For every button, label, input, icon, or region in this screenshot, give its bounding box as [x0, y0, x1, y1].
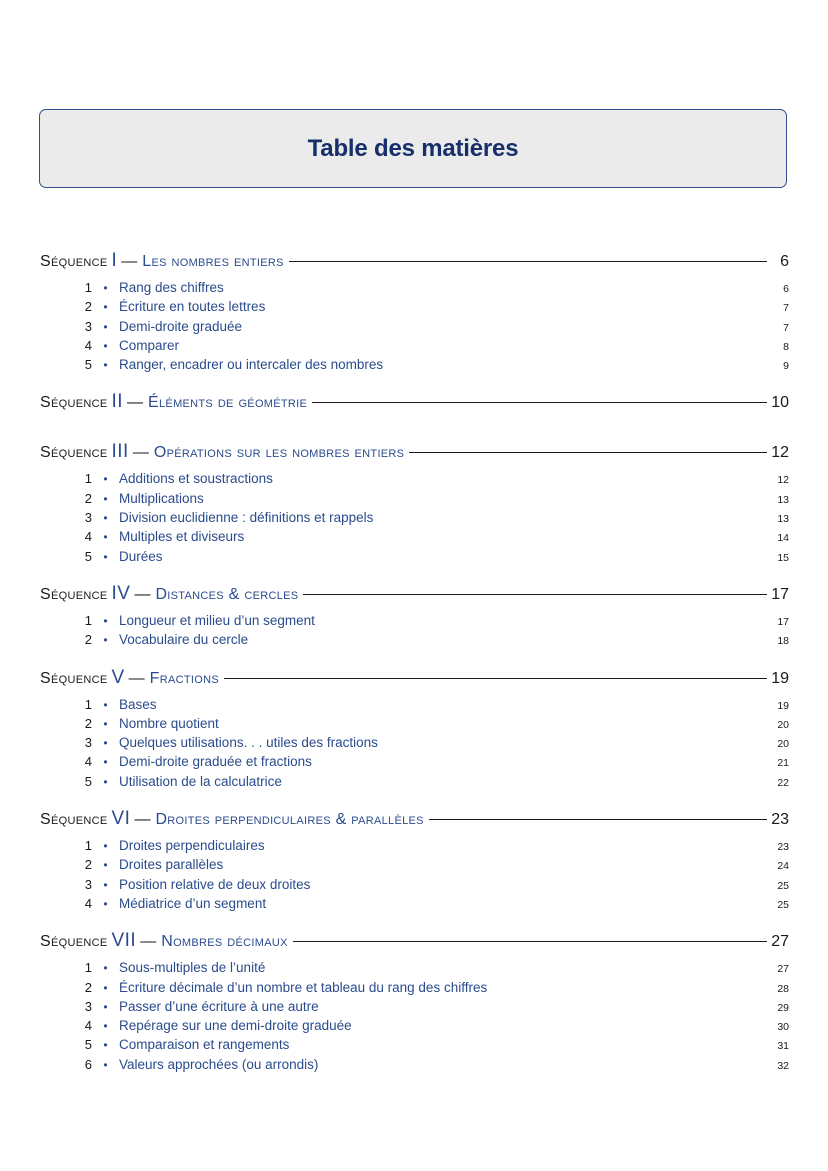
- toc-item[interactable]: [40, 716, 789, 735]
- toc-item[interactable]: [40, 632, 789, 651]
- sequence-heading[interactable]: [40, 250, 789, 274]
- item-index: 1: [84, 280, 92, 295]
- toc-item[interactable]: [40, 319, 789, 338]
- item-index: 2: [84, 979, 92, 995]
- sequence-page-number: 27: [771, 933, 789, 951]
- sequence-title: Les nombres entiers: [142, 253, 284, 270]
- bullet-icon: •: [103, 755, 108, 770]
- table-of-contents: [40, 250, 789, 1091]
- item-page-number: 9: [783, 360, 789, 373]
- sequence-heading[interactable]: [40, 930, 789, 954]
- item-label: Ranger, encadrer ou intercaler des nombres: [119, 357, 384, 373]
- item-page-number: 28: [777, 982, 789, 995]
- title-box: [39, 109, 787, 188]
- leader-line: [224, 678, 767, 679]
- item-index: 5: [84, 1037, 92, 1053]
- item-index: 1: [84, 960, 92, 976]
- item-label: Multiples et diviseurs: [119, 529, 245, 545]
- sequence-title: Fractions: [149, 669, 219, 687]
- item-index: 3: [84, 510, 92, 526]
- item-index: 5: [84, 773, 92, 789]
- item-index: 2: [84, 299, 92, 315]
- bullet-icon: •: [103, 358, 108, 373]
- sequence-title: Opérations sur les nombres entiers: [153, 444, 405, 462]
- item-page-number: 32: [777, 1059, 789, 1072]
- item-label: Vocabulaire du cercle: [119, 632, 249, 648]
- toc-item[interactable]: [40, 697, 789, 716]
- item-label: Droites parallèles: [119, 857, 224, 873]
- item-page-number: 20: [777, 738, 789, 751]
- item-list: [40, 697, 789, 793]
- sequence-word: Séquence: [40, 933, 108, 951]
- sequence-word: Séquence: [40, 669, 108, 687]
- toc-item[interactable]: [40, 510, 789, 529]
- item-page-number: 7: [783, 302, 789, 315]
- toc-item[interactable]: [40, 980, 789, 999]
- sequence-page-number: 23: [771, 811, 789, 829]
- page-title: Table des matières: [307, 134, 519, 162]
- item-page-number: 24: [777, 860, 789, 873]
- section-spacer: [40, 376, 789, 391]
- leader-line: [409, 452, 767, 453]
- item-label: Passer d’une écriture à une autre: [119, 998, 319, 1014]
- sequence-title: Droites perpendiculaires & parallèles: [155, 811, 424, 829]
- bullet-icon: •: [103, 1019, 108, 1034]
- section-spacer: [40, 793, 789, 808]
- sequence-page-number: 17: [771, 585, 789, 603]
- sequence-dash: —: [127, 394, 144, 412]
- item-label: Droites perpendiculaires: [119, 838, 265, 854]
- sequence-word: Séquence: [40, 811, 108, 829]
- toc-item[interactable]: [40, 613, 789, 632]
- sequence-number: VI: [111, 808, 131, 830]
- item-label: Additions et soustractions: [119, 471, 273, 487]
- item-index: 3: [84, 735, 92, 751]
- item-page-number: 22: [777, 776, 789, 789]
- item-page-number: 25: [777, 879, 789, 892]
- sequence-dash: —: [132, 444, 149, 462]
- item-list: [40, 613, 789, 652]
- toc-item[interactable]: [40, 471, 789, 490]
- item-index: 4: [84, 895, 92, 911]
- item-index: 1: [84, 471, 92, 487]
- toc-item[interactable]: [40, 774, 789, 793]
- bullet-icon: •: [103, 633, 108, 648]
- bullet-icon: •: [103, 736, 108, 751]
- sequence-page-number: 6: [780, 253, 789, 270]
- item-index: 3: [84, 318, 92, 334]
- sequence-dash: —: [140, 933, 157, 951]
- item-index: 2: [84, 857, 92, 873]
- bullet-icon: •: [103, 877, 108, 892]
- item-label: Longueur et milieu d’un segment: [119, 612, 315, 628]
- item-index: 4: [84, 1018, 92, 1034]
- item-index: 1: [84, 612, 92, 628]
- bullet-icon: •: [103, 549, 108, 564]
- bullet-icon: •: [103, 530, 108, 545]
- leader-line: [289, 261, 767, 262]
- item-label: Multiplications: [119, 490, 204, 506]
- toc-item[interactable]: [40, 735, 789, 754]
- item-label: Position relative de deux droites: [119, 876, 311, 892]
- bullet-icon: •: [103, 281, 108, 295]
- sequence-heading[interactable]: [40, 441, 789, 465]
- item-label: Valeurs approchées (ou arrondis): [119, 1056, 319, 1072]
- item-label: Nombre quotient: [119, 715, 219, 731]
- item-index: 2: [84, 632, 92, 648]
- item-label: Durées: [119, 548, 163, 564]
- bullet-icon: •: [103, 697, 108, 712]
- sequence-dash: —: [128, 669, 145, 687]
- item-page-number: 29: [777, 1001, 789, 1014]
- section-spacer: [40, 415, 789, 441]
- item-page-number: 20: [777, 718, 789, 731]
- item-index: 2: [84, 715, 92, 731]
- item-label: Repérage sur une demi-droite graduée: [119, 1018, 352, 1034]
- sequence-block-3: [40, 441, 789, 582]
- sequence-number: V: [111, 666, 125, 688]
- item-index: 2: [84, 490, 92, 506]
- sequence-number: I: [111, 250, 118, 271]
- toc-item[interactable]: [40, 529, 789, 548]
- item-label: Demi-droite graduée et fractions: [119, 754, 312, 770]
- item-list: [40, 838, 789, 915]
- bullet-icon: •: [103, 858, 108, 873]
- bullet-icon: •: [103, 511, 108, 526]
- toc-item[interactable]: [40, 299, 789, 318]
- item-page-number: 31: [777, 1040, 789, 1053]
- item-label: Médiatrice d’un segment: [119, 895, 267, 911]
- toc-item[interactable]: [40, 857, 789, 876]
- item-index: 1: [84, 838, 92, 854]
- item-label: Écriture décimale d’un nombre et tableau du rang des chiffres: [119, 979, 488, 995]
- bullet-icon: •: [103, 961, 108, 976]
- sequence-block-1: [40, 250, 789, 391]
- toc-item[interactable]: [40, 877, 789, 896]
- item-page-number: 6: [783, 283, 789, 295]
- item-label: Sous-multiples de l’unité: [119, 960, 266, 976]
- bullet-icon: •: [103, 999, 108, 1014]
- sequence-block-6: [40, 808, 789, 930]
- item-label: Rang des chiffres: [119, 280, 224, 295]
- item-index: 3: [84, 998, 92, 1014]
- item-page-number: 18: [777, 635, 789, 648]
- bullet-icon: •: [103, 1057, 108, 1072]
- sequence-heading[interactable]: [40, 667, 789, 691]
- sequence-page-number: 10: [771, 394, 789, 412]
- toc-item[interactable]: [40, 1057, 789, 1076]
- toc-item[interactable]: [40, 999, 789, 1018]
- item-page-number: 14: [777, 532, 789, 545]
- item-label: Écriture en toutes lettres: [119, 299, 266, 315]
- item-page-number: 17: [777, 615, 789, 628]
- item-index: 5: [84, 548, 92, 564]
- sequence-number: VII: [111, 930, 137, 952]
- item-index: 6: [84, 1056, 92, 1072]
- bullet-icon: •: [103, 613, 108, 628]
- item-label: Comparer: [119, 337, 180, 353]
- sequence-heading[interactable]: [40, 391, 789, 415]
- item-page-number: 30: [777, 1021, 789, 1034]
- sequence-block-2: [40, 391, 789, 441]
- bullet-icon: •: [103, 338, 108, 353]
- bullet-icon: •: [103, 839, 108, 854]
- item-page-number: 27: [777, 963, 789, 976]
- toc-item[interactable]: [40, 1018, 789, 1037]
- item-page-number: 8: [783, 340, 789, 353]
- item-page-number: 13: [777, 513, 789, 526]
- section-spacer: [40, 915, 789, 930]
- item-page-number: 21: [777, 757, 789, 770]
- item-label: Demi-droite graduée: [119, 318, 243, 334]
- item-index: 1: [84, 696, 92, 712]
- leader-line: [303, 594, 767, 595]
- toc-item[interactable]: [40, 280, 789, 299]
- item-index: 4: [84, 529, 92, 545]
- sequence-word: Séquence: [40, 444, 108, 462]
- sequence-page-number: 19: [771, 669, 789, 687]
- bullet-icon: •: [103, 300, 108, 315]
- sequence-block-7: [40, 930, 789, 1091]
- bullet-icon: •: [103, 774, 108, 789]
- toc-item[interactable]: [40, 338, 789, 357]
- toc-item[interactable]: [40, 754, 789, 773]
- sequence-title: Éléments de géométrie: [148, 394, 308, 412]
- item-index: 3: [84, 876, 92, 892]
- sequence-title: Nombres décimaux: [161, 933, 288, 951]
- sequence-number: III: [111, 441, 129, 463]
- toc-item[interactable]: [40, 960, 789, 979]
- item-index: 4: [84, 754, 92, 770]
- toc-item[interactable]: [40, 357, 789, 376]
- item-page-number: 12: [777, 474, 789, 487]
- sequence-word: Séquence: [40, 394, 108, 412]
- item-page-number: 15: [777, 551, 789, 564]
- item-label: Bases: [119, 696, 157, 712]
- leader-line: [312, 402, 767, 403]
- sequence-title: Distances & cercles: [155, 585, 299, 603]
- sequence-dash: —: [121, 253, 138, 270]
- sequence-word: Séquence: [40, 585, 108, 603]
- sequence-number: II: [111, 391, 124, 413]
- toc-item[interactable]: [40, 491, 789, 510]
- leader-line: [293, 941, 767, 942]
- item-index: 4: [84, 337, 92, 353]
- bullet-icon: •: [103, 980, 108, 995]
- sequence-heading[interactable]: [40, 583, 789, 607]
- item-index: 5: [84, 357, 92, 373]
- section-spacer: [40, 1076, 789, 1091]
- item-page-number: 13: [777, 493, 789, 506]
- bullet-icon: •: [103, 472, 108, 487]
- section-spacer: [40, 568, 789, 583]
- sequence-dash: —: [134, 585, 151, 603]
- item-list: [40, 471, 789, 567]
- toc-item[interactable]: [40, 838, 789, 857]
- sequence-block-5: [40, 667, 789, 808]
- bullet-icon: •: [103, 1038, 108, 1053]
- toc-item[interactable]: [40, 896, 789, 915]
- section-spacer: [40, 652, 789, 667]
- sequence-page-number: 12: [771, 444, 789, 462]
- leader-line: [429, 819, 767, 820]
- item-list: [40, 960, 789, 1076]
- sequence-heading[interactable]: [40, 808, 789, 832]
- bullet-icon: •: [103, 716, 108, 731]
- toc-item[interactable]: [40, 1037, 789, 1056]
- item-page-number: 7: [783, 321, 789, 334]
- bullet-icon: •: [103, 319, 108, 334]
- item-label: Quelques utilisations. . . utiles des fractions: [119, 735, 378, 751]
- item-list: [40, 280, 789, 376]
- item-label: Comparaison et rangements: [119, 1037, 290, 1053]
- bullet-icon: •: [103, 896, 108, 911]
- bullet-icon: •: [103, 491, 108, 506]
- item-label: Utilisation de la calculatrice: [119, 773, 282, 789]
- item-page-number: 25: [777, 898, 789, 911]
- sequence-block-4: [40, 583, 789, 667]
- item-page-number: 19: [777, 699, 789, 712]
- toc-item[interactable]: [40, 549, 789, 568]
- item-page-number: 23: [777, 841, 789, 854]
- sequence-word: Séquence: [40, 253, 108, 270]
- sequence-number: IV: [111, 582, 131, 604]
- sequence-dash: —: [134, 811, 151, 829]
- item-label: Division euclidienne : définitions et rappels: [119, 510, 374, 526]
